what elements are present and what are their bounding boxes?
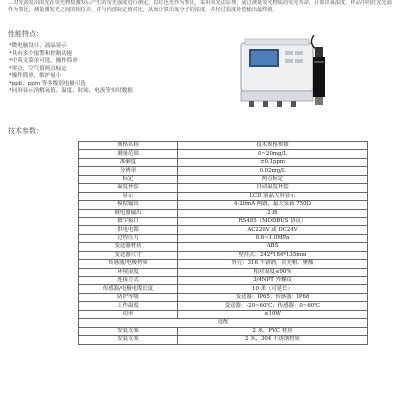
table-row (79, 217, 368, 225)
spec-value: ±0.1ppm (178, 158, 368, 166)
table-row (79, 209, 368, 217)
spec-table (78, 141, 368, 345)
spec-value: AC220V 或 DC24V (178, 226, 368, 234)
spec-value: 变送器：IP65；传感器：IP68 (178, 293, 368, 301)
spec-name: 显示 (79, 192, 178, 200)
table-row (79, 277, 368, 285)
feature-item: *微电脑设计、液晶显示 (9, 43, 67, 49)
spec-value: 0.02mg/L (178, 167, 368, 175)
spec-name: 数字接口 (79, 217, 178, 225)
spec-name: 标定 (79, 175, 178, 183)
table-row (79, 175, 368, 183)
options-header: 选配 (79, 319, 368, 327)
spec-name: 传感器/电极材质 (79, 260, 178, 268)
table-row (79, 226, 368, 234)
spec-name: 测量范围 (79, 150, 178, 158)
feature-item: *操作简单，维护量小 (9, 73, 62, 79)
spec-name: 过程压力 (79, 234, 178, 242)
header-cell: 技术规格参数 (178, 142, 368, 150)
feature-item: *ppb、ppm 等多级别电极可选 (9, 80, 86, 87)
spec-value: LCD 液晶大屏显示 (178, 192, 368, 200)
table-row (79, 184, 368, 192)
spec-name: 准确度 (79, 158, 178, 166)
spec-name: 变送器尺寸 (79, 251, 178, 259)
option-name: 安装支架 (79, 327, 178, 335)
spec-value: 10 米（可延长） (178, 285, 368, 293)
table-row (79, 201, 368, 209)
header-cell: 规格名称 (79, 142, 178, 150)
table-row (79, 302, 368, 310)
table-row (79, 260, 368, 268)
spec-name: 模拟输出 (79, 201, 178, 209)
spec-value: 自动温度补偿 (178, 184, 368, 192)
spec-name: 功率 (79, 310, 178, 318)
spec-value: 0.6~1.0MPa (178, 234, 368, 242)
table-row (79, 150, 368, 158)
spec-value: 变送器：-20~60℃；传感器：0~60℃ (178, 302, 368, 310)
spec-value: RS485（MODBUS 协议） (178, 217, 368, 225)
feature-item: *具有多个报警和控制功能 (9, 50, 73, 57)
table-row (79, 167, 368, 175)
params-title: 技术参数： (8, 127, 43, 135)
spec-value: 3/4NPT 外螺纹 (178, 277, 368, 285)
spec-name: 供电电源 (79, 226, 178, 234)
features-list (9, 43, 234, 96)
features-title: 性能特点： (8, 30, 43, 38)
spec-value: 相对湿度≤90% (178, 268, 368, 276)
table-row (79, 234, 368, 242)
table-row (79, 293, 368, 301)
spec-name: 传感器/电极电缆长度 (79, 285, 178, 293)
table-row (79, 327, 368, 335)
table-row (79, 336, 368, 344)
option-value: 2 米，304 不锈钢材质 (178, 336, 368, 344)
spec-name: 温度补偿 (79, 184, 178, 192)
spec-value: 壁挂式：242*184*135mm (178, 251, 368, 259)
table-row (79, 310, 368, 318)
options-header-row (79, 319, 368, 327)
option-value: 2 米，PVC 材质 (178, 327, 368, 335)
table-header-row (79, 142, 368, 150)
feature-item: *中英文菜单可选，操作简单 (9, 58, 78, 64)
spec-name: 继电器输出 (79, 209, 178, 217)
table-row (79, 251, 368, 259)
option-name: 安装支架 (79, 336, 178, 344)
spec-name: 环境湿度 (79, 268, 178, 276)
spec-name: 连接方式 (79, 277, 178, 285)
spec-name: 分辨率 (79, 167, 178, 175)
spec-name: 防护等级 (79, 293, 178, 301)
spec-value: 4-20mA 两路，最大负载 750Ω (178, 201, 368, 209)
table-row (79, 285, 368, 293)
spec-name: 变送器材质 (79, 243, 178, 251)
spec-value: ABS (178, 243, 368, 251)
feature-item: *同屏显示溶解氧值、温度、时间、电流等实时数据 (9, 88, 133, 94)
spec-value: ≤10W (178, 310, 368, 318)
sensor-probe-image (306, 33, 332, 111)
table-row (79, 243, 368, 251)
table-row (79, 158, 368, 166)
spec-value: 0~20mg/L (178, 150, 368, 158)
spec-value: 2 路 (178, 209, 368, 217)
table-row (79, 192, 368, 200)
feature-item: *零点、空气值两点标定 (9, 65, 67, 72)
spec-value: 两点标定 (178, 175, 368, 183)
intro-paragraph: …对光源发出的光在荧光物质激发后产生的荧光强度进行测定，以红色光作为参比，采用荧光法原理，通过测量荧光物质的荧光寿命，计算出氧浓度。样品中的红光光源作为参比，测量激发光之间的相位差，并与内部标定值对比，从而计算出氧分子的浓度，并经过温度补偿输出最终值。 (8, 0, 392, 13)
spec-name: 工作温度 (79, 302, 178, 310)
spec-value: 外壳：316 不锈钢，荧光帽：聚酯 (178, 260, 368, 268)
table-row (79, 268, 368, 276)
